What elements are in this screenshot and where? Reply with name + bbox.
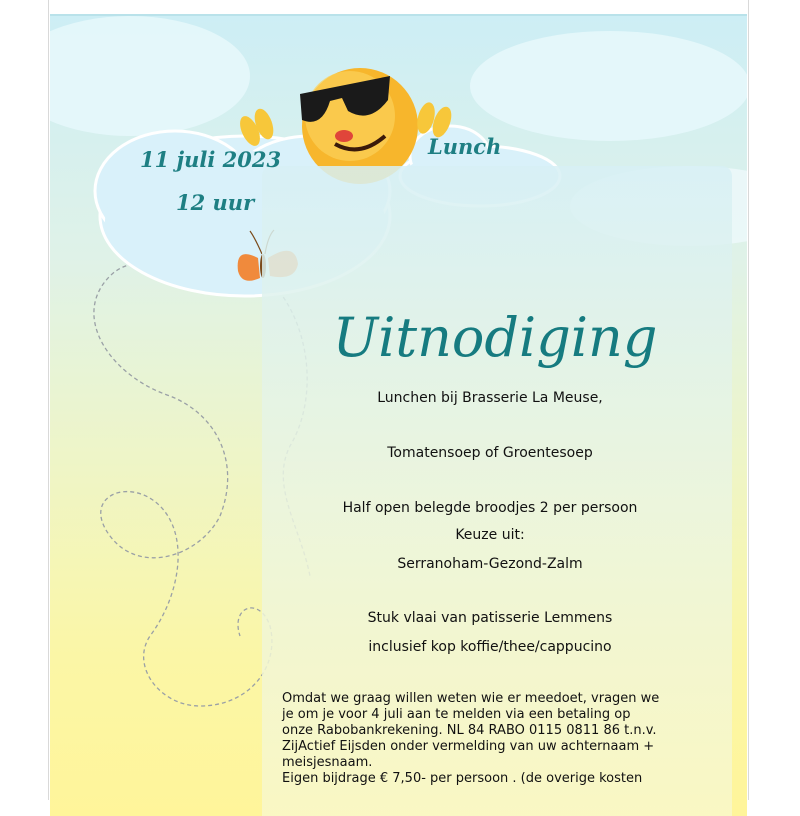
page-top-edge bbox=[50, 14, 747, 16]
page-title: Uitnodiging bbox=[332, 306, 658, 369]
sandwiches-line: Half open belegde broodjes 2 per persoon bbox=[342, 500, 638, 516]
soup-line: Tomatensoep of Groentesoep bbox=[387, 445, 593, 461]
paragraph-line: ZijActief Eijsden onder vermelding van uw achternaam + bbox=[282, 739, 655, 754]
registration-paragraph bbox=[282, 691, 702, 787]
paragraph-line: je om je voor 4 juli aan te melden via een betaling op bbox=[282, 707, 631, 722]
paragraph-line: meisjesnaam. bbox=[282, 755, 373, 770]
drinks-line: inclusief kop koffie/thee/cappucino bbox=[368, 639, 612, 655]
paragraph-line: Eigen bijdrage € 7,50- per persoon . (de overige kosten bbox=[282, 771, 643, 786]
paragraph-line: Omdat we graag willen weten wie er meedoet, vragen we bbox=[282, 691, 660, 706]
page-margin-right bbox=[748, 0, 800, 800]
event-time: 12 uur bbox=[176, 190, 255, 215]
venue-line: Lunchen bij Brasserie La Meuse, bbox=[377, 390, 603, 406]
options-line: Serranoham-Gezond-Zalm bbox=[397, 556, 583, 572]
paragraph-line: onze Rabobankrekening. NL 84 RABO 0115 0811 86 t.n.v. bbox=[282, 723, 657, 738]
flyer-page bbox=[50, 15, 747, 816]
cake-line: Stuk vlaai van patisserie Lemmens bbox=[367, 610, 613, 626]
lunch-label: Lunch bbox=[428, 134, 502, 159]
choice-line: Keuze uit: bbox=[455, 527, 525, 543]
event-date: 11 juli 2023 bbox=[140, 147, 282, 172]
page-margin-left bbox=[0, 0, 49, 800]
butterfly-trail bbox=[94, 263, 272, 706]
